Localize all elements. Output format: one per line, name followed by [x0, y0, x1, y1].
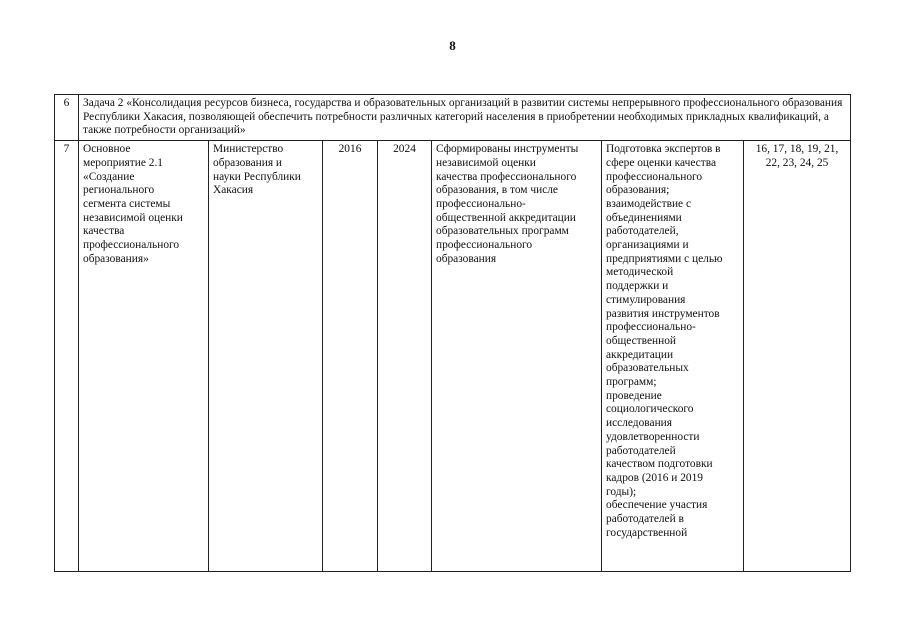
related-indicators: 16, 17, 18, 19, 21, 22, 23, 24, 25 — [744, 141, 851, 572]
task-description: Задача 2 «Консолидация ресурсов бизнеса, государства и образовательных организаций в развитии системы непрерывного профессионального образования Республики Хакасия, позволяющей обеспечить потребности различных категорий населения в приобретении необходимых прикладных квалификаций, а также потребности организаций» — [79, 95, 851, 141]
end-year: 2024 — [378, 141, 432, 572]
expected-result: Сформированы инструменты независимой оценки качества профессионального образования, в том числе профессионально- общественной аккредитации образовательных программ профессионального образования — [432, 141, 602, 572]
start-year: 2016 — [323, 141, 378, 572]
task-row — [55, 95, 851, 141]
task-row-number: 6 — [55, 95, 79, 141]
measure-row — [55, 141, 851, 572]
measure-executor: Министерство образования и науки Республики Хакасия — [209, 141, 323, 572]
measure-name: Основное мероприятие 2.1 «Создание регионального сегмента системы независимой оценки качества профессионального образования» — [79, 141, 209, 572]
program-table — [54, 94, 851, 572]
page-number: 8 — [449, 38, 456, 53]
measure-row-number: 7 — [55, 141, 79, 572]
main-activities: Подготовка экспертов в сфере оценки качества профессионального образования; взаимодействие с объединениями работодателей, организациями и предприятиями с целью методической поддержки и стимулирования развития инструментов профессионально- общественной аккредитации образовательных программ; проведение социологического исследования удовлетворенности работодателей качеством подготовки кадров (2016 и 2019 годы); обеспечение участия работодателей в государственной — [602, 141, 744, 572]
